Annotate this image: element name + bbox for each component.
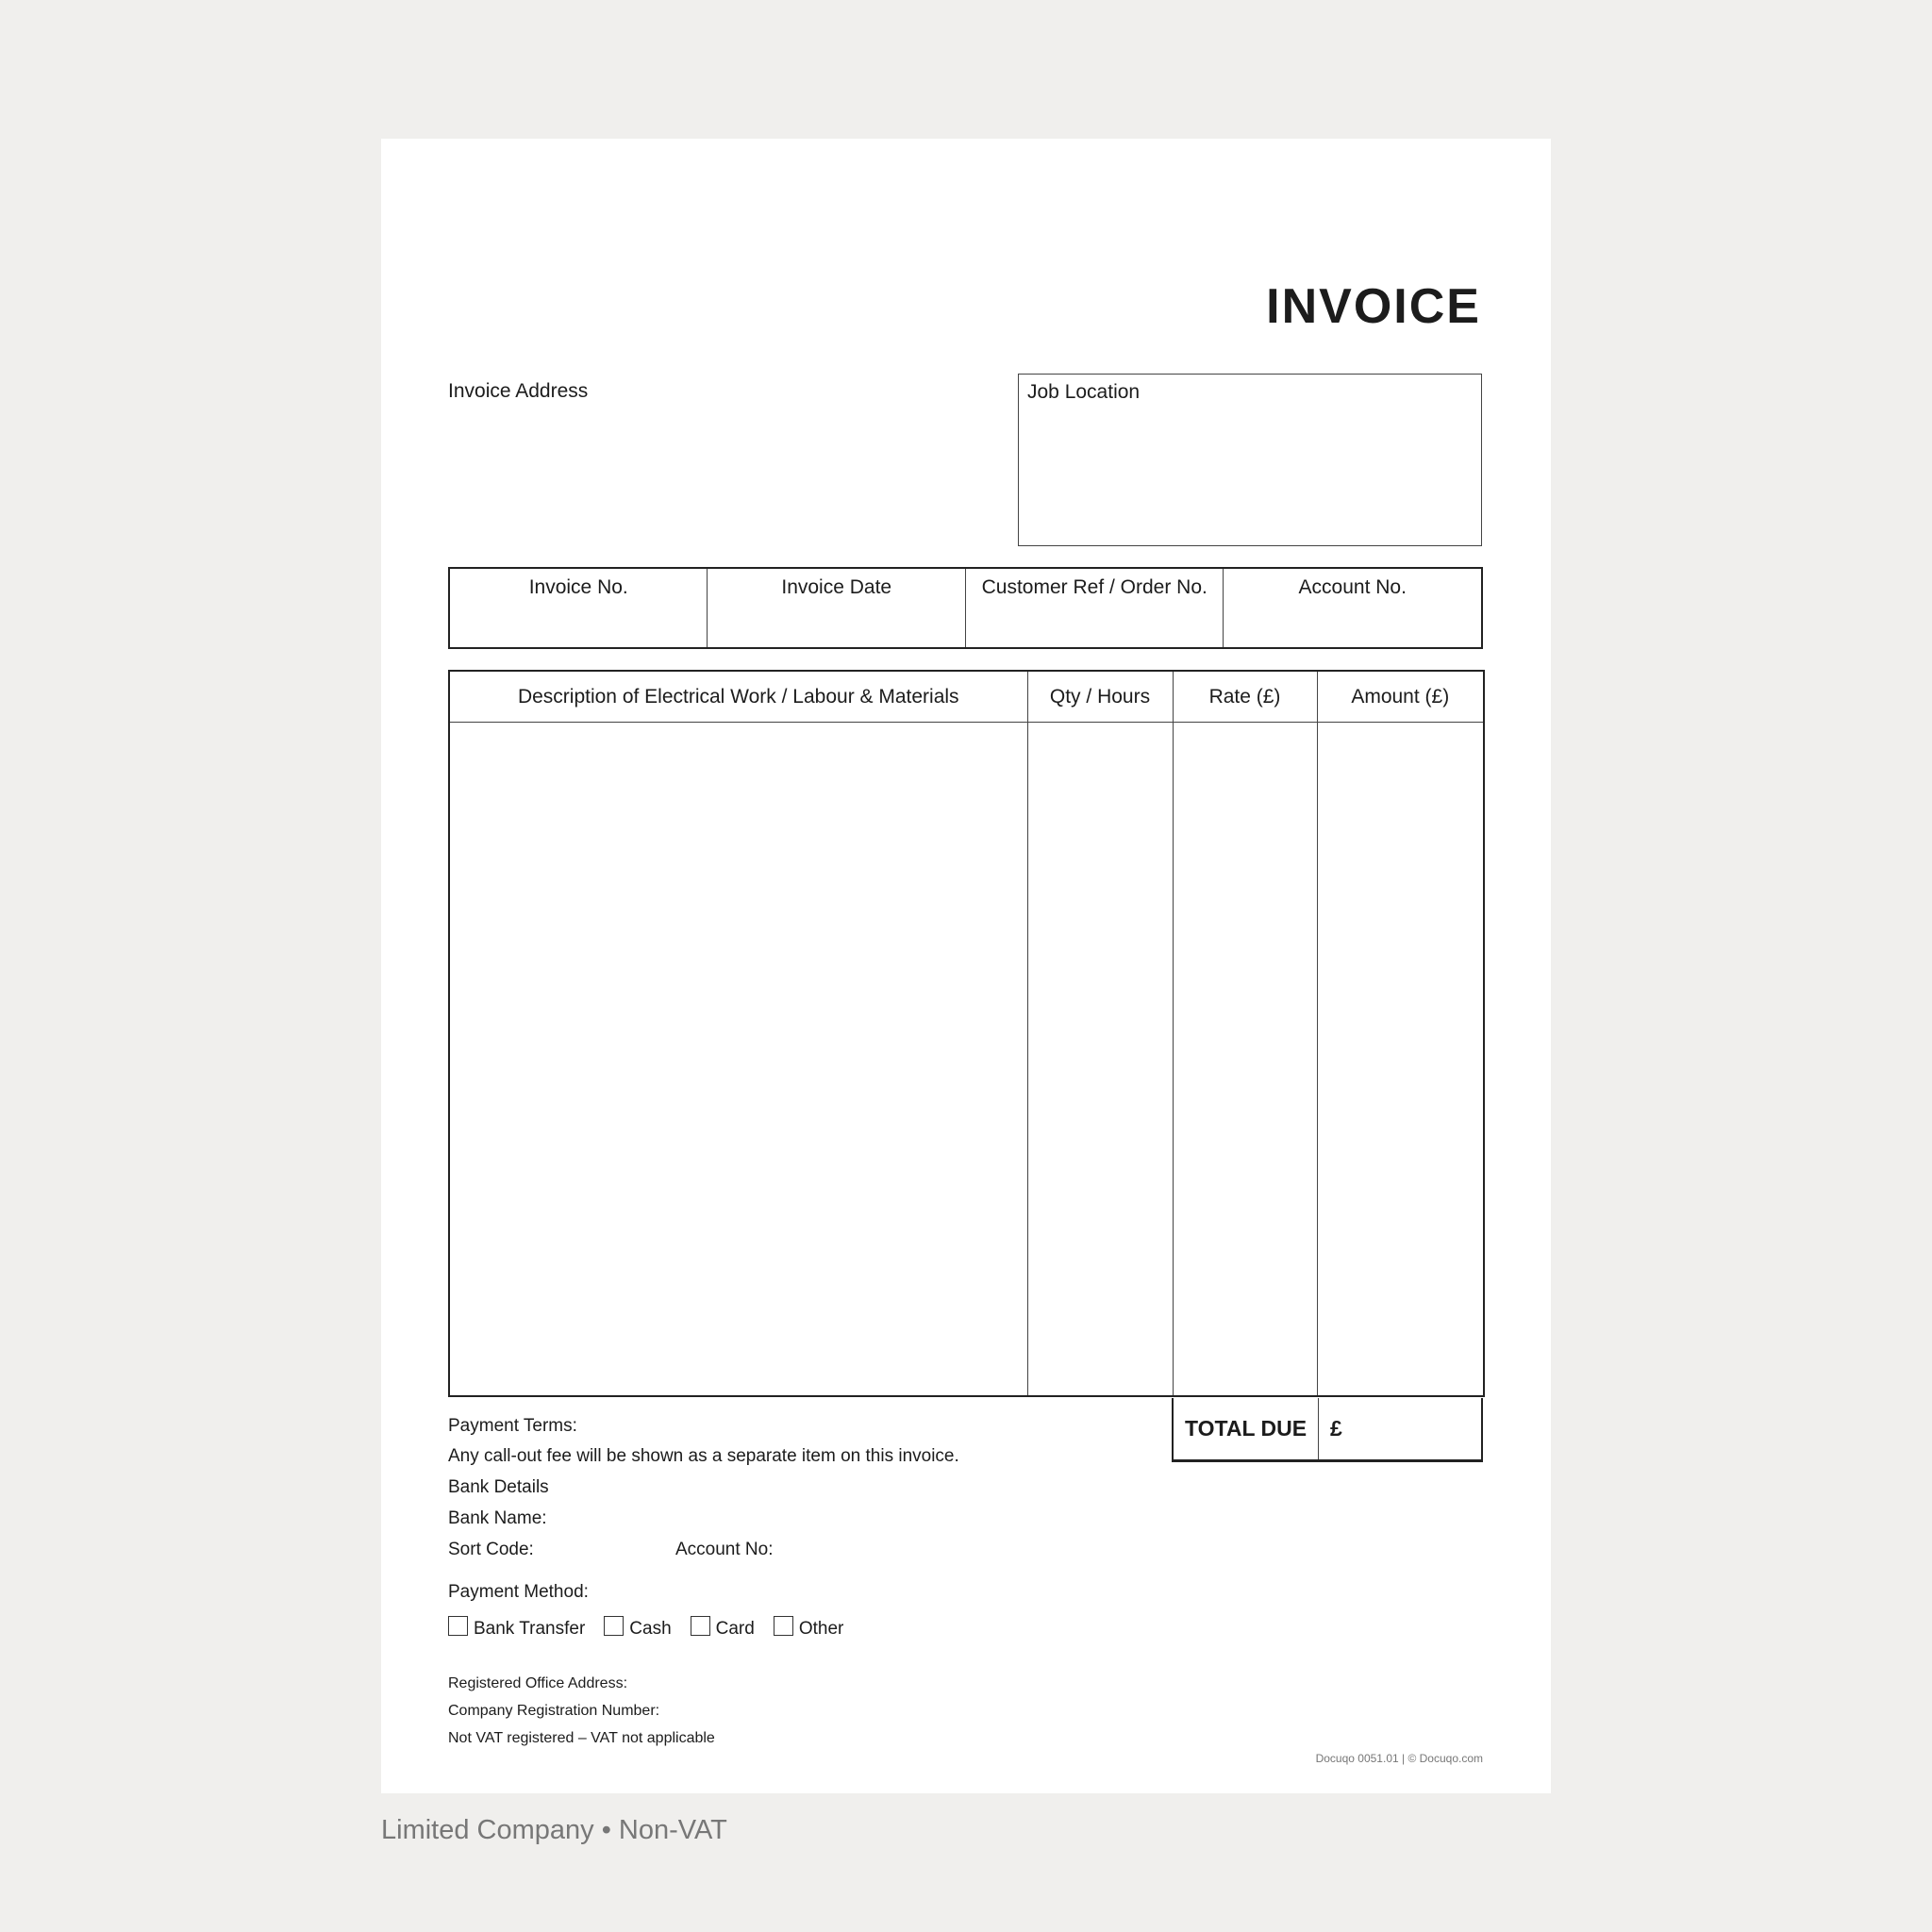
invoice-meta-table	[448, 567, 1483, 649]
job-location-label: Job Location	[1027, 381, 1141, 403]
method-card-label: Card	[715, 1619, 755, 1639]
description-cell	[449, 723, 1027, 1397]
method-bank-transfer[interactable]	[448, 1616, 585, 1640]
account-no-label: Account No:	[675, 1540, 774, 1559]
description-header: Description of Electrical Work / Labour & Materials	[449, 671, 1027, 723]
footer-code: Docuqo 0051.01 | © Docuqo.com	[1315, 1752, 1483, 1765]
bank-details-label: Bank Details	[448, 1477, 549, 1497]
checkbox-other[interactable]	[774, 1616, 793, 1636]
qty-hours-header: Qty / Hours	[1027, 671, 1173, 723]
checkbox-card[interactable]	[691, 1616, 710, 1636]
total-due-box	[1172, 1398, 1483, 1462]
bank-name-label: Bank Name:	[448, 1508, 547, 1528]
invoice-sheet	[381, 139, 1551, 1793]
invoice-address-label: Invoice Address	[448, 380, 589, 402]
payment-terms-label: Payment Terms:	[448, 1416, 577, 1436]
vat-note: Not VAT registered – VAT not applicable	[448, 1730, 715, 1746]
qty-cell	[1027, 723, 1173, 1397]
method-card[interactable]	[691, 1616, 755, 1640]
checkbox-bank-transfer[interactable]	[448, 1616, 468, 1636]
total-due-label: TOTAL DUE	[1174, 1398, 1319, 1459]
method-other[interactable]	[774, 1616, 844, 1640]
company-registration-label: Company Registration Number:	[448, 1703, 660, 1719]
rate-header: Rate (£)	[1173, 671, 1317, 723]
invoice-number-cell: Invoice No.	[528, 576, 628, 598]
line-items-table	[448, 670, 1485, 1397]
method-other-label: Other	[798, 1619, 844, 1639]
items-body-row	[449, 723, 1484, 1397]
payment-method-options	[448, 1616, 862, 1640]
callout-fee-note: Any call-out fee will be shown as a separate item on this invoice.	[448, 1446, 959, 1466]
template-caption: Limited Company • Non-VAT	[381, 1815, 727, 1845]
checkbox-cash[interactable]	[604, 1616, 624, 1636]
amount-cell	[1317, 723, 1484, 1397]
amount-header: Amount (£)	[1317, 671, 1484, 723]
invoice-title: INVOICE	[1266, 279, 1481, 334]
method-bank-transfer-label: Bank Transfer	[474, 1619, 586, 1639]
items-header-row	[449, 671, 1484, 723]
invoice-date-cell: Invoice Date	[708, 568, 966, 648]
job-location-box	[1018, 374, 1482, 546]
payment-method-label: Payment Method:	[448, 1582, 589, 1602]
account-number-cell: Account No.	[1224, 568, 1482, 648]
meta-header-row	[449, 568, 1482, 648]
method-cash-label: Cash	[629, 1619, 672, 1639]
sort-code-label: Sort Code:	[448, 1540, 534, 1559]
total-due-value: £	[1330, 1416, 1342, 1441]
method-cash[interactable]	[604, 1616, 671, 1640]
registered-office-label: Registered Office Address:	[448, 1675, 628, 1691]
customer-ref-cell: Customer Ref / Order No.	[965, 568, 1224, 648]
rate-cell	[1173, 723, 1317, 1397]
